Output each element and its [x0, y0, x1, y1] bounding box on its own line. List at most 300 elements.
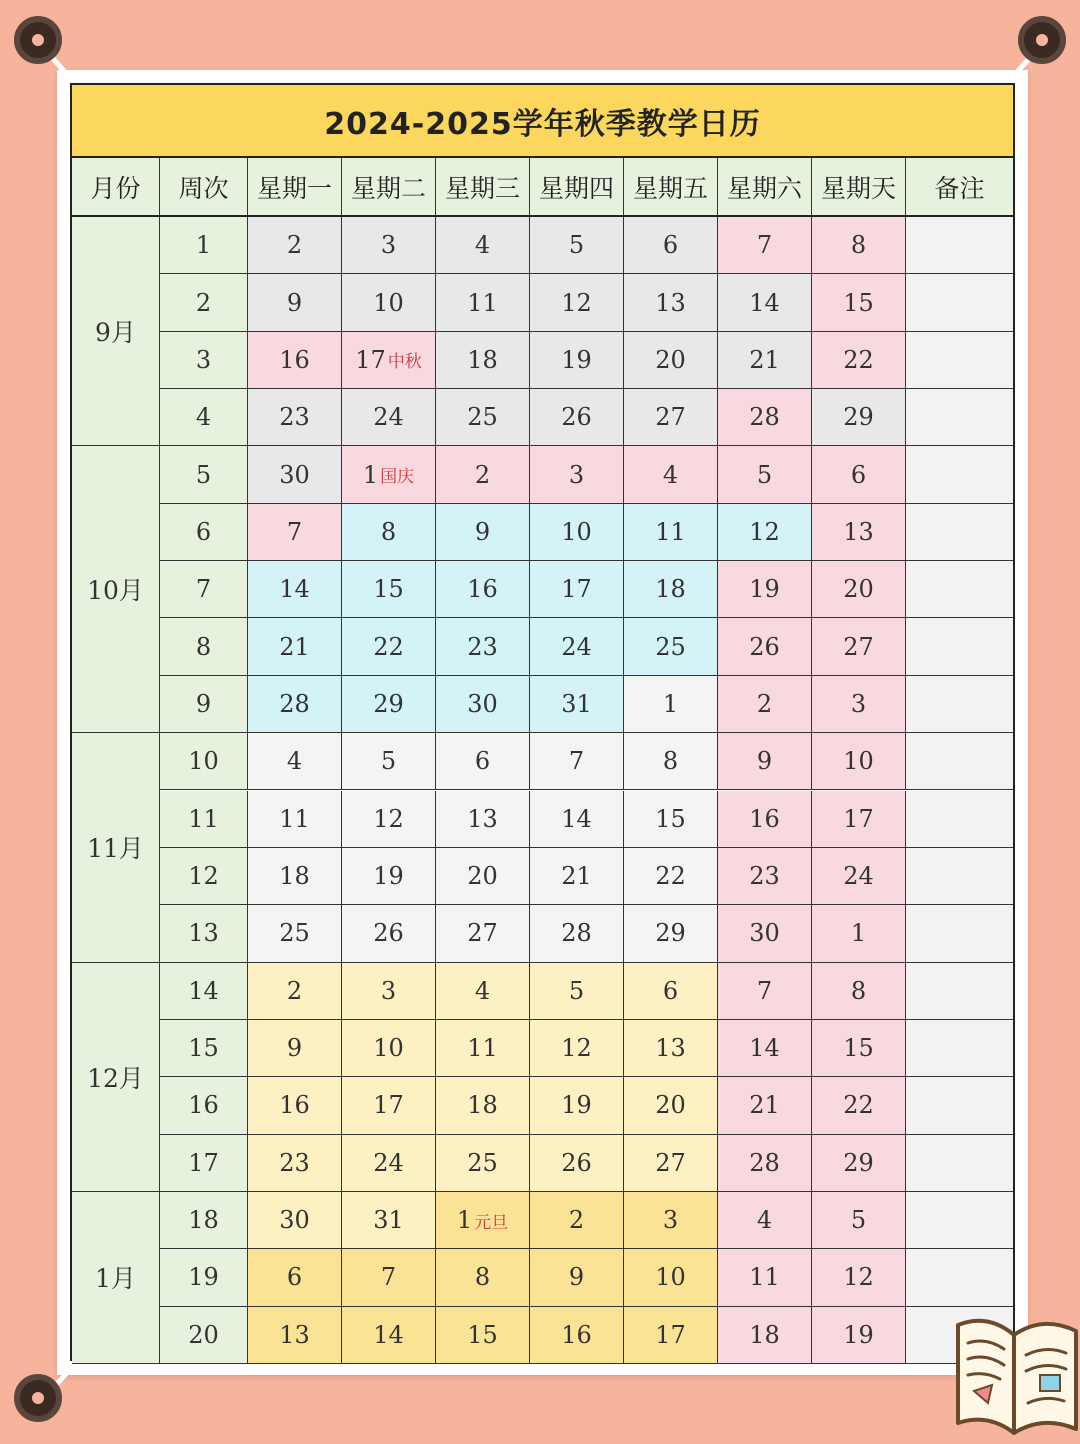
day-cell	[436, 1307, 530, 1364]
day-number: 24	[373, 1148, 404, 1177]
day-cell	[530, 963, 624, 1020]
day-cell	[248, 217, 342, 274]
day-number: 3	[850, 689, 867, 718]
day-cell	[248, 274, 342, 331]
calendar-table	[70, 83, 1015, 1361]
day-cell	[624, 618, 718, 675]
day-cell	[530, 217, 624, 274]
day-cell	[718, 332, 812, 389]
note-cell	[906, 504, 1013, 561]
week-number: 5	[160, 446, 248, 503]
header-4: 星期二	[342, 158, 436, 217]
day-cell	[812, 1192, 906, 1249]
day-cell	[530, 1020, 624, 1077]
week-number: 3	[160, 332, 248, 389]
day-number: 4	[662, 460, 679, 489]
header-6: 星期四	[530, 158, 624, 217]
day-number: 18	[749, 1320, 780, 1349]
day-number: 16	[279, 1091, 310, 1120]
day-number: 14	[561, 804, 592, 833]
day-number: 31	[373, 1206, 404, 1235]
day-number: 6	[850, 460, 867, 489]
day-number: 19	[561, 345, 592, 374]
day-cell	[248, 1249, 342, 1306]
day-cell	[248, 905, 342, 962]
day-number: 6	[474, 747, 491, 776]
day-cell	[624, 791, 718, 848]
day-cell	[530, 1249, 624, 1306]
day-cell	[436, 1135, 530, 1192]
month-cell: 12月	[72, 963, 160, 1192]
open-book-icon	[948, 1305, 1080, 1444]
week-number: 10	[160, 733, 248, 790]
day-number: 28	[749, 403, 780, 432]
day-cell	[624, 504, 718, 561]
day-number: 3	[662, 1206, 679, 1235]
month-cell: 9月	[72, 217, 160, 446]
day-cell	[530, 274, 624, 331]
day-cell	[530, 332, 624, 389]
day-number: 11	[279, 804, 310, 833]
day-cell	[812, 561, 906, 618]
day-number: 13	[467, 804, 498, 833]
day-number: 3	[568, 460, 585, 489]
month-cell: 11月	[72, 733, 160, 962]
note-cell	[906, 332, 1013, 389]
day-cell	[530, 446, 624, 503]
day-cell	[248, 561, 342, 618]
day-number: 27	[467, 919, 498, 948]
day-cell	[342, 274, 436, 331]
week-number: 4	[160, 389, 248, 446]
day-cell	[436, 733, 530, 790]
day-number: 27	[655, 1148, 686, 1177]
day-cell	[342, 1077, 436, 1134]
week-number: 16	[160, 1077, 248, 1134]
day-cell	[248, 389, 342, 446]
day-number: 1	[850, 919, 867, 948]
day-cell	[436, 217, 530, 274]
day-number: 21	[561, 862, 592, 891]
day-cell	[342, 676, 436, 733]
day-number: 1	[456, 1206, 473, 1235]
day-cell	[718, 504, 812, 561]
day-cell	[342, 1307, 436, 1364]
day-number: 17	[561, 575, 592, 604]
day-number: 7	[756, 976, 773, 1005]
day-number: 12	[561, 288, 592, 317]
day-number: 18	[655, 575, 686, 604]
day-cell	[530, 848, 624, 905]
day-number: 8	[850, 976, 867, 1005]
day-number: 5	[756, 460, 773, 489]
day-number: 12	[843, 1263, 874, 1292]
day-cell	[812, 217, 906, 274]
day-number: 17	[373, 1091, 404, 1120]
day-number: 25	[279, 919, 310, 948]
day-cell	[718, 1192, 812, 1249]
day-number: 12	[749, 517, 780, 546]
day-number: 22	[843, 1091, 874, 1120]
day-cell	[718, 1077, 812, 1134]
holiday-label: 中秋	[387, 352, 422, 373]
day-number: 20	[655, 345, 686, 374]
week-number: 12	[160, 848, 248, 905]
day-number: 15	[843, 288, 874, 317]
day-number: 23	[279, 403, 310, 432]
header-7: 星期五	[624, 158, 718, 217]
day-cell	[624, 1135, 718, 1192]
week-number: 9	[160, 676, 248, 733]
day-number: 6	[662, 231, 679, 260]
day-number: 8	[850, 231, 867, 260]
holiday-label: 国庆	[380, 467, 415, 488]
day-cell	[812, 905, 906, 962]
day-cell	[342, 217, 436, 274]
day-cell	[436, 963, 530, 1020]
day-number: 11	[655, 517, 686, 546]
day-number: 26	[373, 919, 404, 948]
day-number: 19	[843, 1320, 874, 1349]
day-cell	[812, 733, 906, 790]
day-cell	[436, 446, 530, 503]
day-cell	[248, 332, 342, 389]
day-cell	[718, 389, 812, 446]
week-number: 15	[160, 1020, 248, 1077]
week-number: 20	[160, 1307, 248, 1364]
day-number: 29	[655, 919, 686, 948]
day-number: 30	[467, 689, 498, 718]
day-number: 22	[373, 632, 404, 661]
day-cell	[624, 676, 718, 733]
day-number: 6	[662, 976, 679, 1005]
day-number: 10	[561, 517, 592, 546]
day-number: 9	[474, 517, 491, 546]
day-cell	[624, 389, 718, 446]
week-number: 19	[160, 1249, 248, 1306]
day-cell	[718, 733, 812, 790]
day-cell	[624, 1192, 718, 1249]
day-number: 8	[662, 747, 679, 776]
day-cell	[530, 1307, 624, 1364]
day-number: 5	[568, 231, 585, 260]
header-2: 周次	[160, 158, 248, 217]
day-cell	[436, 1077, 530, 1134]
note-cell	[906, 791, 1013, 848]
day-cell	[342, 1249, 436, 1306]
day-cell	[624, 848, 718, 905]
day-cell	[624, 1077, 718, 1134]
day-number: 21	[749, 1091, 780, 1120]
day-number: 7	[568, 747, 585, 776]
day-cell	[718, 848, 812, 905]
day-cell	[436, 274, 530, 331]
week-number: 7	[160, 561, 248, 618]
day-number: 17	[843, 804, 874, 833]
day-number: 28	[279, 689, 310, 718]
day-cell	[436, 848, 530, 905]
day-cell	[718, 963, 812, 1020]
header-8: 星期六	[718, 158, 812, 217]
day-number: 18	[467, 345, 498, 374]
week-number: 14	[160, 963, 248, 1020]
day-cell	[624, 217, 718, 274]
day-number: 25	[655, 632, 686, 661]
day-cell	[812, 618, 906, 675]
day-cell	[436, 905, 530, 962]
day-number: 11	[749, 1263, 780, 1292]
day-cell	[342, 905, 436, 962]
day-number: 9	[286, 288, 303, 317]
day-number: 25	[467, 403, 498, 432]
day-number: 10	[843, 747, 874, 776]
day-number: 15	[373, 575, 404, 604]
day-cell	[248, 1135, 342, 1192]
day-cell	[342, 618, 436, 675]
day-number: 16	[279, 345, 310, 374]
day-cell	[530, 504, 624, 561]
calendar-title: 2024-2025学年秋季教学日历	[72, 85, 1013, 158]
day-cell	[530, 561, 624, 618]
day-number: 10	[373, 288, 404, 317]
day-number: 1	[362, 460, 379, 489]
day-cell	[248, 848, 342, 905]
note-cell	[906, 389, 1013, 446]
note-cell	[906, 1192, 1013, 1249]
day-cell	[718, 561, 812, 618]
binder-ring-icon	[1018, 16, 1066, 64]
day-number: 1	[662, 689, 679, 718]
day-number: 15	[843, 1034, 874, 1063]
note-cell	[906, 676, 1013, 733]
day-cell	[812, 332, 906, 389]
day-cell	[436, 561, 530, 618]
day-cell	[436, 504, 530, 561]
day-cell	[718, 1020, 812, 1077]
day-number: 26	[749, 632, 780, 661]
day-number: 30	[279, 1206, 310, 1235]
week-number: 6	[160, 504, 248, 561]
day-number: 13	[655, 288, 686, 317]
day-cell	[812, 504, 906, 561]
day-cell	[812, 389, 906, 446]
day-number: 24	[373, 403, 404, 432]
day-number: 6	[286, 1263, 303, 1292]
day-cell	[718, 217, 812, 274]
day-cell	[812, 1307, 906, 1364]
day-cell	[624, 332, 718, 389]
day-number: 10	[655, 1263, 686, 1292]
holiday-label: 元旦	[474, 1212, 509, 1233]
month-cell: 1月	[72, 1192, 160, 1364]
day-cell	[436, 618, 530, 675]
day-cell	[248, 733, 342, 790]
day-cell	[812, 446, 906, 503]
day-number: 10	[373, 1034, 404, 1063]
day-cell	[248, 1020, 342, 1077]
day-number: 21	[749, 345, 780, 374]
day-cell	[342, 791, 436, 848]
header-9: 星期天	[812, 158, 906, 217]
day-cell	[530, 791, 624, 848]
day-number: 2	[286, 231, 303, 260]
day-number: 5	[380, 747, 397, 776]
day-number: 23	[467, 632, 498, 661]
day-cell	[342, 446, 436, 503]
day-number: 19	[373, 862, 404, 891]
week-number: 8	[160, 618, 248, 675]
day-number: 30	[749, 919, 780, 948]
day-number: 17	[355, 345, 386, 374]
day-cell	[624, 274, 718, 331]
day-cell	[342, 963, 436, 1020]
day-number: 19	[749, 575, 780, 604]
day-cell	[342, 389, 436, 446]
day-cell	[436, 1192, 530, 1249]
day-number: 17	[655, 1320, 686, 1349]
day-cell	[718, 274, 812, 331]
day-cell	[342, 332, 436, 389]
day-number: 9	[568, 1263, 585, 1292]
day-number: 22	[655, 862, 686, 891]
day-number: 20	[843, 575, 874, 604]
week-number: 17	[160, 1135, 248, 1192]
day-cell	[718, 676, 812, 733]
day-cell	[436, 1020, 530, 1077]
day-cell	[530, 733, 624, 790]
day-cell	[248, 1307, 342, 1364]
day-number: 9	[756, 747, 773, 776]
note-cell	[906, 733, 1013, 790]
header-5: 星期三	[436, 158, 530, 217]
day-cell	[624, 1307, 718, 1364]
day-number: 12	[373, 804, 404, 833]
header-3: 星期一	[248, 158, 342, 217]
binder-ring-icon	[14, 1374, 62, 1422]
day-number: 4	[286, 747, 303, 776]
day-cell	[436, 676, 530, 733]
note-cell	[906, 618, 1013, 675]
day-number: 18	[467, 1091, 498, 1120]
month-cell: 10月	[72, 446, 160, 733]
day-cell	[624, 446, 718, 503]
day-number: 26	[561, 403, 592, 432]
day-cell	[812, 963, 906, 1020]
day-number: 4	[474, 976, 491, 1005]
day-cell	[530, 905, 624, 962]
day-number: 25	[467, 1148, 498, 1177]
day-number: 20	[467, 862, 498, 891]
day-cell	[436, 791, 530, 848]
note-cell	[906, 1249, 1013, 1306]
day-number: 26	[561, 1148, 592, 1177]
day-cell	[812, 1077, 906, 1134]
day-cell	[812, 791, 906, 848]
day-number: 11	[467, 1034, 498, 1063]
day-cell	[342, 1192, 436, 1249]
day-number: 14	[373, 1320, 404, 1349]
week-number: 11	[160, 791, 248, 848]
day-cell	[248, 676, 342, 733]
day-number: 29	[843, 403, 874, 432]
day-cell	[812, 274, 906, 331]
day-cell	[342, 504, 436, 561]
day-cell	[342, 848, 436, 905]
day-number: 2	[568, 1206, 585, 1235]
day-cell	[624, 905, 718, 962]
day-number: 31	[561, 689, 592, 718]
day-cell	[530, 618, 624, 675]
day-number: 13	[655, 1034, 686, 1063]
day-cell	[436, 389, 530, 446]
day-cell	[248, 963, 342, 1020]
day-cell	[624, 561, 718, 618]
day-number: 9	[286, 1034, 303, 1063]
header-1: 月份	[72, 158, 160, 217]
day-cell	[624, 963, 718, 1020]
binder-ring-icon	[14, 16, 62, 64]
day-number: 8	[380, 517, 397, 546]
day-cell	[624, 733, 718, 790]
day-cell	[812, 1135, 906, 1192]
day-cell	[342, 561, 436, 618]
day-cell	[718, 446, 812, 503]
day-number: 16	[749, 804, 780, 833]
day-cell	[342, 733, 436, 790]
day-number: 2	[286, 976, 303, 1005]
day-number: 30	[279, 460, 310, 489]
day-number: 11	[467, 288, 498, 317]
day-number: 19	[561, 1091, 592, 1120]
day-number: 23	[749, 862, 780, 891]
day-cell	[718, 618, 812, 675]
note-cell	[906, 1077, 1013, 1134]
note-cell	[906, 905, 1013, 962]
note-cell	[906, 217, 1013, 274]
note-cell	[906, 848, 1013, 905]
note-cell	[906, 274, 1013, 331]
note-cell	[906, 446, 1013, 503]
day-number: 24	[843, 862, 874, 891]
day-number: 28	[561, 919, 592, 948]
day-number: 7	[756, 231, 773, 260]
day-cell	[718, 791, 812, 848]
day-cell	[812, 676, 906, 733]
day-number: 13	[843, 517, 874, 546]
day-number: 29	[843, 1148, 874, 1177]
day-number: 5	[568, 976, 585, 1005]
header-10: 备注	[906, 158, 1013, 217]
day-cell	[248, 504, 342, 561]
note-cell	[906, 1135, 1013, 1192]
day-number: 16	[467, 575, 498, 604]
day-cell	[248, 1077, 342, 1134]
day-number: 4	[756, 1206, 773, 1235]
day-cell	[624, 1249, 718, 1306]
day-cell	[718, 1135, 812, 1192]
day-number: 20	[655, 1091, 686, 1120]
day-number: 29	[373, 689, 404, 718]
day-number: 7	[286, 517, 303, 546]
day-cell	[624, 1020, 718, 1077]
day-number: 3	[380, 976, 397, 1005]
day-cell	[530, 1077, 624, 1134]
day-cell	[436, 1249, 530, 1306]
day-cell	[530, 389, 624, 446]
day-cell	[812, 848, 906, 905]
note-cell	[906, 561, 1013, 618]
day-number: 15	[467, 1320, 498, 1349]
